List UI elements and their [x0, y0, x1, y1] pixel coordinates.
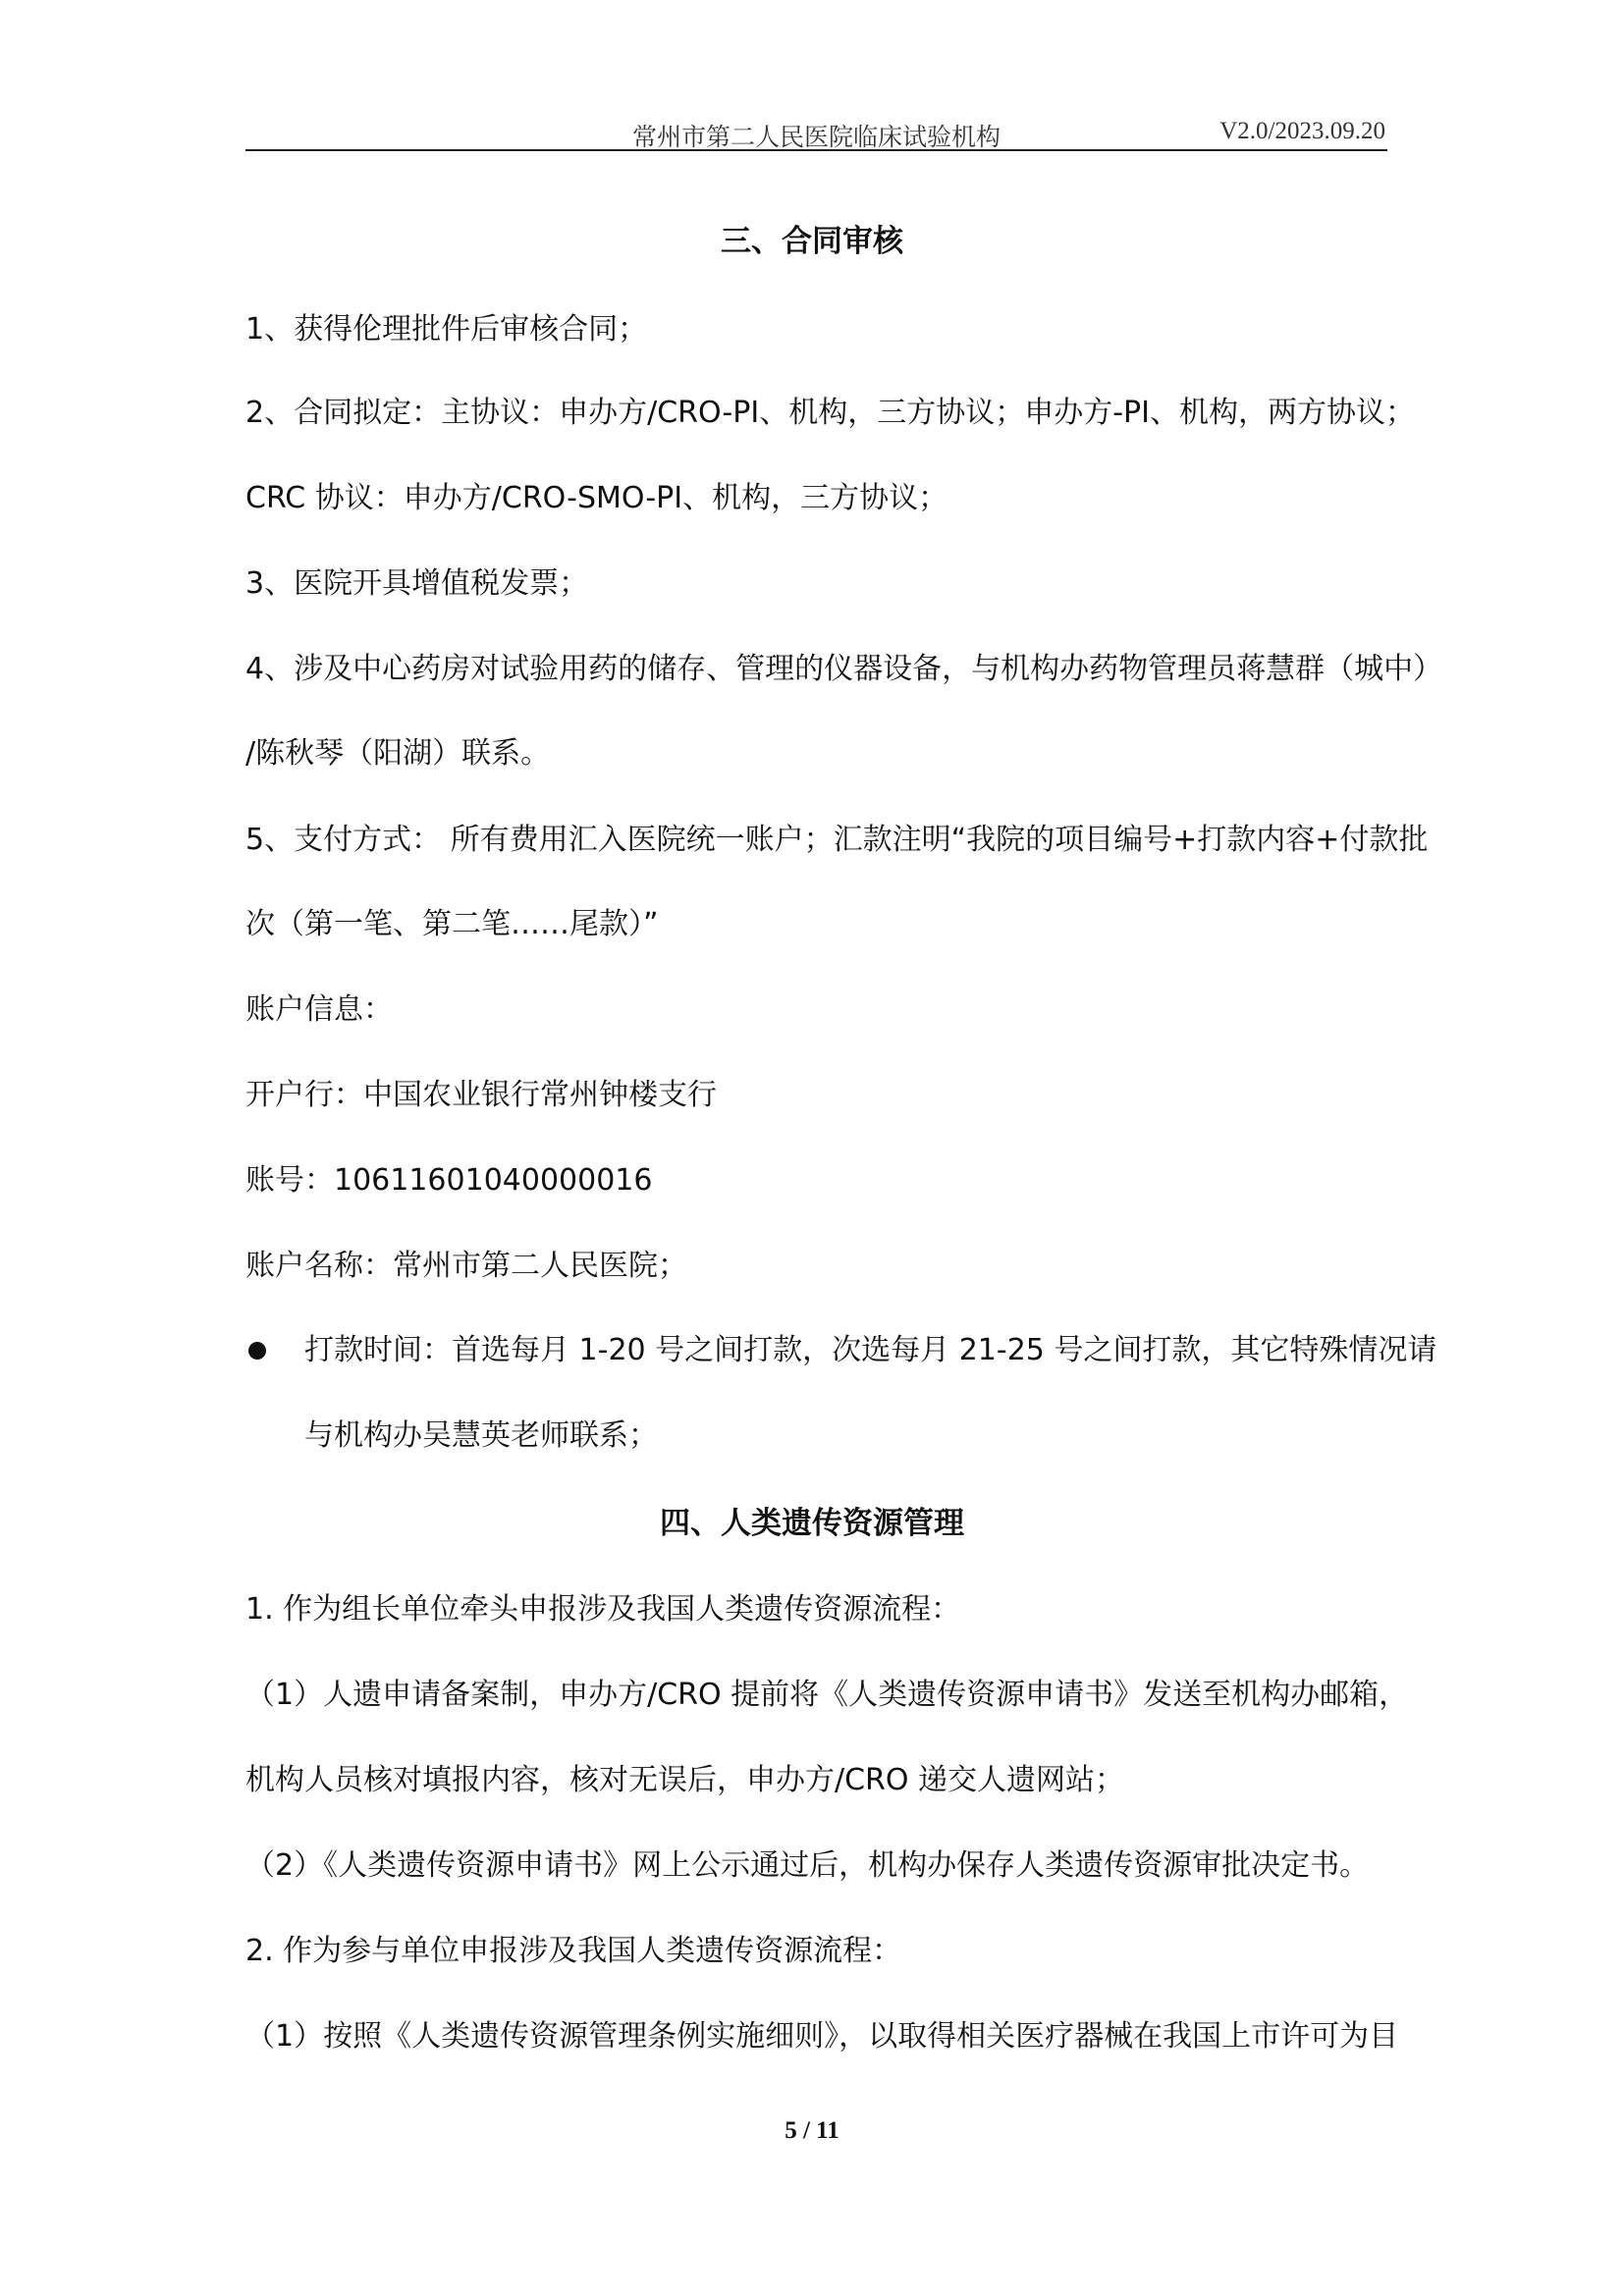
paragraph-line: 开户行：中国农业银行常州钟楼支行: [245, 1078, 717, 1112]
header-institution: 常州市第二人民医院临床试验机构: [631, 125, 1001, 151]
paragraph-line: CRC 协议：申办方/CRO-SMO-PI、机构，三方协议；: [245, 481, 948, 515]
account-number-line: 账号：10611601040000016: [245, 1163, 653, 1198]
paragraph-line: 4、涉及中心药房对试验用药的储存、管理的仪器设备，与机构办药物管理员蒋慧群（城中）: [245, 652, 1443, 686]
paragraph-line: （2）《人类遗传资源申请书》网上公示通过后，机构办保存人类遗传资源审批决定书。: [245, 1848, 1370, 1883]
bullet-text-line: 打款时间：首选每月 1-20 号之间打款，次选每月 21-25 号之间打款，其它特殊情况请: [304, 1333, 1437, 1367]
paragraph-line: 账户名称：常州市第二人民医院；: [245, 1249, 687, 1283]
paragraph-line: /陈秋琴（阳湖）联系。: [245, 736, 551, 771]
page-number: 5 / 11: [785, 2117, 839, 2144]
paragraph-line: 2. 作为参与单位申报涉及我国人类遗传资源流程：: [245, 1934, 902, 1968]
section-title-genetic-resources: 四、人类遗传资源管理: [660, 1506, 964, 1541]
bullet-text-line: 与机构办吴慧英老师联系；: [304, 1418, 658, 1453]
paragraph-line: 2、合同拟定：主协议：申办方/CRO-PI、机构，三方协议；申办方-PI、机构，两方协议；: [245, 396, 1415, 430]
paragraph-line: 5、支付方式： 所有费用汇入医院统一账户；汇款注明“我院的项目编号+打款内容+付款批: [245, 823, 1429, 857]
header-version: V2.0/2023.09.20: [1219, 118, 1385, 144]
section-title-contract-review: 三、合同审核: [721, 224, 903, 259]
paragraph-line: （1）人遗申请备案制，申办方/CRO 提前将《人类遗传资源申请书》发送至机构办邮箱，: [245, 1678, 1409, 1712]
paragraph-line: 1. 作为组长单位牵头申报涉及我国人类遗传资源流程：: [245, 1592, 961, 1627]
bullet-icon: [248, 1342, 266, 1360]
paragraph-line: 账户信息：: [245, 992, 393, 1027]
paragraph-line: 1、获得伦理批件后审核合同；: [245, 312, 648, 347]
paragraph-line: 次（第一笔、第二笔……尾款）”: [245, 907, 659, 941]
paragraph-line: 3、医院开具增值税发票；: [245, 566, 589, 601]
paragraph-line: （1）按照《人类遗传资源管理条例实施细则》，以取得相关医疗器械在我国上市许可为目: [245, 2019, 1399, 2054]
paragraph-line: 机构人员核对填报内容，核对无误后，申办方/CRO 递交人遗网站；: [245, 1763, 1125, 1797]
page-header: [245, 116, 1387, 151]
